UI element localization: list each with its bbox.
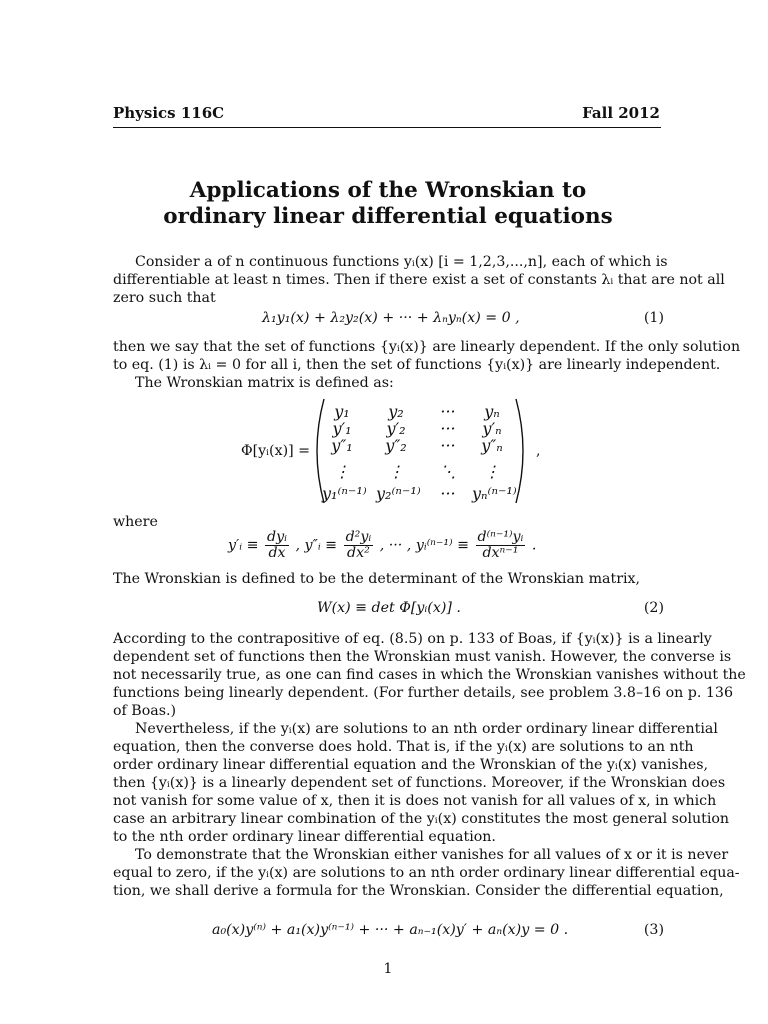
def-end: . xyxy=(531,537,537,554)
matrix-cell: ··· xyxy=(440,419,456,438)
text-line: To demonstrate that the Wronskian either vanishes for all values of x or it is never xyxy=(135,847,729,863)
matrix-cell: ⋮ xyxy=(484,462,500,481)
matrix-cell: yₙ xyxy=(484,402,500,421)
text-line: functions being linearly dependent. (For further details, see problem 3.8–16 on p. 136 xyxy=(113,685,733,701)
text-line: not necessarily true, as one can find cases in which the Wronskian vanishes without the xyxy=(113,667,746,683)
denominator: dxⁿ⁻¹ xyxy=(482,545,519,561)
equation-1-number: (1) xyxy=(643,310,664,326)
numerator: dyᵢ xyxy=(267,529,287,545)
text-line: The Wronskian is defined to be the determinant of the Wronskian matrix, xyxy=(113,571,641,587)
text-line: differentiable at least n times. Then if there exist a set of constants λᵢ that are not all xyxy=(113,272,725,288)
matrix-cell: yₙ⁽ⁿ⁻¹⁾ xyxy=(472,484,517,503)
denominator: dx xyxy=(268,545,286,561)
def-y-prime: y′ᵢ ≡ xyxy=(228,537,259,554)
equation-3-number: (3) xyxy=(643,922,664,938)
text-line: case an arbitrary linear combination of the yᵢ(x) constitutes the most general solution xyxy=(113,811,730,827)
text-line: Consider a of n continuous functions yᵢ(x) [i = 1,2,3,...,n], each of which is xyxy=(135,254,668,270)
title-line-1: Applications of the Wronskian to xyxy=(189,178,587,203)
where-label: where xyxy=(113,514,158,530)
matrix-cell: ··· xyxy=(440,436,456,455)
matrix-cell: y₁ xyxy=(334,402,350,421)
paragraph-5 xyxy=(113,720,730,846)
matrix-cell: y₂⁽ⁿ⁻¹⁾ xyxy=(376,484,421,503)
title-line-2: ordinary linear differential equations xyxy=(163,204,613,229)
numerator: d²yᵢ xyxy=(345,529,372,545)
matrix-cell: ⋮ xyxy=(334,462,350,481)
fraction xyxy=(476,530,526,561)
equation-3: a₀(x)y⁽ⁿ⁾ + a₁(x)y⁽ⁿ⁻¹⁾ + ··· + aₙ₋₁(x)y′ + aₙ(x)y = 0 . xyxy=(212,922,569,938)
matrix-cell: y₂ xyxy=(388,402,404,421)
wronskian-matrix xyxy=(322,400,517,505)
text-line: dependent set of functions then the Wronskian must vanish. However, the converse is xyxy=(113,649,732,665)
paragraph-1 xyxy=(113,253,725,307)
fraction xyxy=(344,530,374,561)
numerator: d⁽ⁿ⁻¹⁾yᵢ xyxy=(477,529,524,545)
text-line: order ordinary linear differential equation and the Wronskian of the yᵢ(x) vanishes, xyxy=(113,757,709,773)
paragraph-4 xyxy=(113,630,746,720)
text-line: to the nth order ordinary linear differential equation. xyxy=(113,829,496,845)
matrix-lhs: Φ[yᵢ(x)] = xyxy=(241,443,311,459)
text-line: of Boas.) xyxy=(113,703,177,719)
def-y-double-prime: , y″ᵢ ≡ xyxy=(295,537,338,554)
derivative-definitions xyxy=(228,530,536,561)
matrix-cell: ⋮ xyxy=(388,462,404,481)
text-line: equation, then the converse does hold. That is, if the yᵢ(x) are solutions to an nth xyxy=(113,739,694,755)
equation-1: λ₁y₁(x) + λ₂y₂(x) + ··· + λₙyₙ(x) = 0 , xyxy=(262,310,520,326)
matrix-cell: y′ₙ xyxy=(482,419,502,438)
text-line: to eq. (1) is λᵢ = 0 for all i, then the set of functions {yᵢ(x)} are linearly independent. xyxy=(113,357,721,373)
text-line: The Wronskian matrix is defined as: xyxy=(135,375,394,391)
denominator: dx² xyxy=(347,545,370,561)
text-line: then we say that the set of functions {yᵢ(x)} are linearly dependent. If the only solution xyxy=(113,339,741,355)
text-line: then {yᵢ(x)} is a linearly dependent set of functions. Moreover, if the Wronskian does xyxy=(113,775,726,791)
text-line: not vanish for some value of x, then it is does not vanish for all values of x, in which xyxy=(113,793,717,809)
page-number: 1 xyxy=(383,961,393,977)
paragraph-3 xyxy=(113,570,661,588)
text-line: equal to zero, if the yᵢ(x) are solutions to an nth order ordinary linear differential equa- xyxy=(113,865,740,881)
term-header: Fall 2012 xyxy=(582,104,660,122)
paragraph-6 xyxy=(113,846,740,900)
matrix-cell: ··· xyxy=(440,484,456,503)
matrix-cell: y″₁ xyxy=(331,436,353,455)
header-rule xyxy=(113,127,661,128)
text-line: Nevertheless, if the yᵢ(x) are solutions to an nth order ordinary linear differential xyxy=(135,721,718,737)
fraction xyxy=(265,530,289,561)
paragraph-2 xyxy=(113,338,741,392)
text-line: tion, we shall derive a formula for the Wronskian. Consider the differential equation, xyxy=(113,883,724,899)
def-dots: , ··· , yᵢ⁽ⁿ⁻¹⁾ ≡ xyxy=(379,537,469,554)
equation-2-number: (2) xyxy=(643,600,664,616)
matrix-cell: y′₁ xyxy=(332,419,352,438)
matrix-cell: y″ₙ xyxy=(481,436,503,455)
course-header: Physics 116C xyxy=(113,104,225,122)
matrix-cell: y′₂ xyxy=(386,419,406,438)
equation-2: W(x) ≡ det Φ[yᵢ(x)] . xyxy=(317,600,461,616)
matrix-cell: ··· xyxy=(440,402,456,421)
matrix-cell: y″₂ xyxy=(385,436,407,455)
matrix-comma: , xyxy=(536,443,541,459)
matrix-cell: ⋱ xyxy=(440,462,456,481)
matrix-cell: y₁⁽ⁿ⁻¹⁾ xyxy=(322,484,367,503)
text-line: zero such that xyxy=(113,290,216,306)
text-line: According to the contrapositive of eq. (8.5) on p. 133 of Boas, if {yᵢ(x)} is a linearly xyxy=(113,631,712,647)
